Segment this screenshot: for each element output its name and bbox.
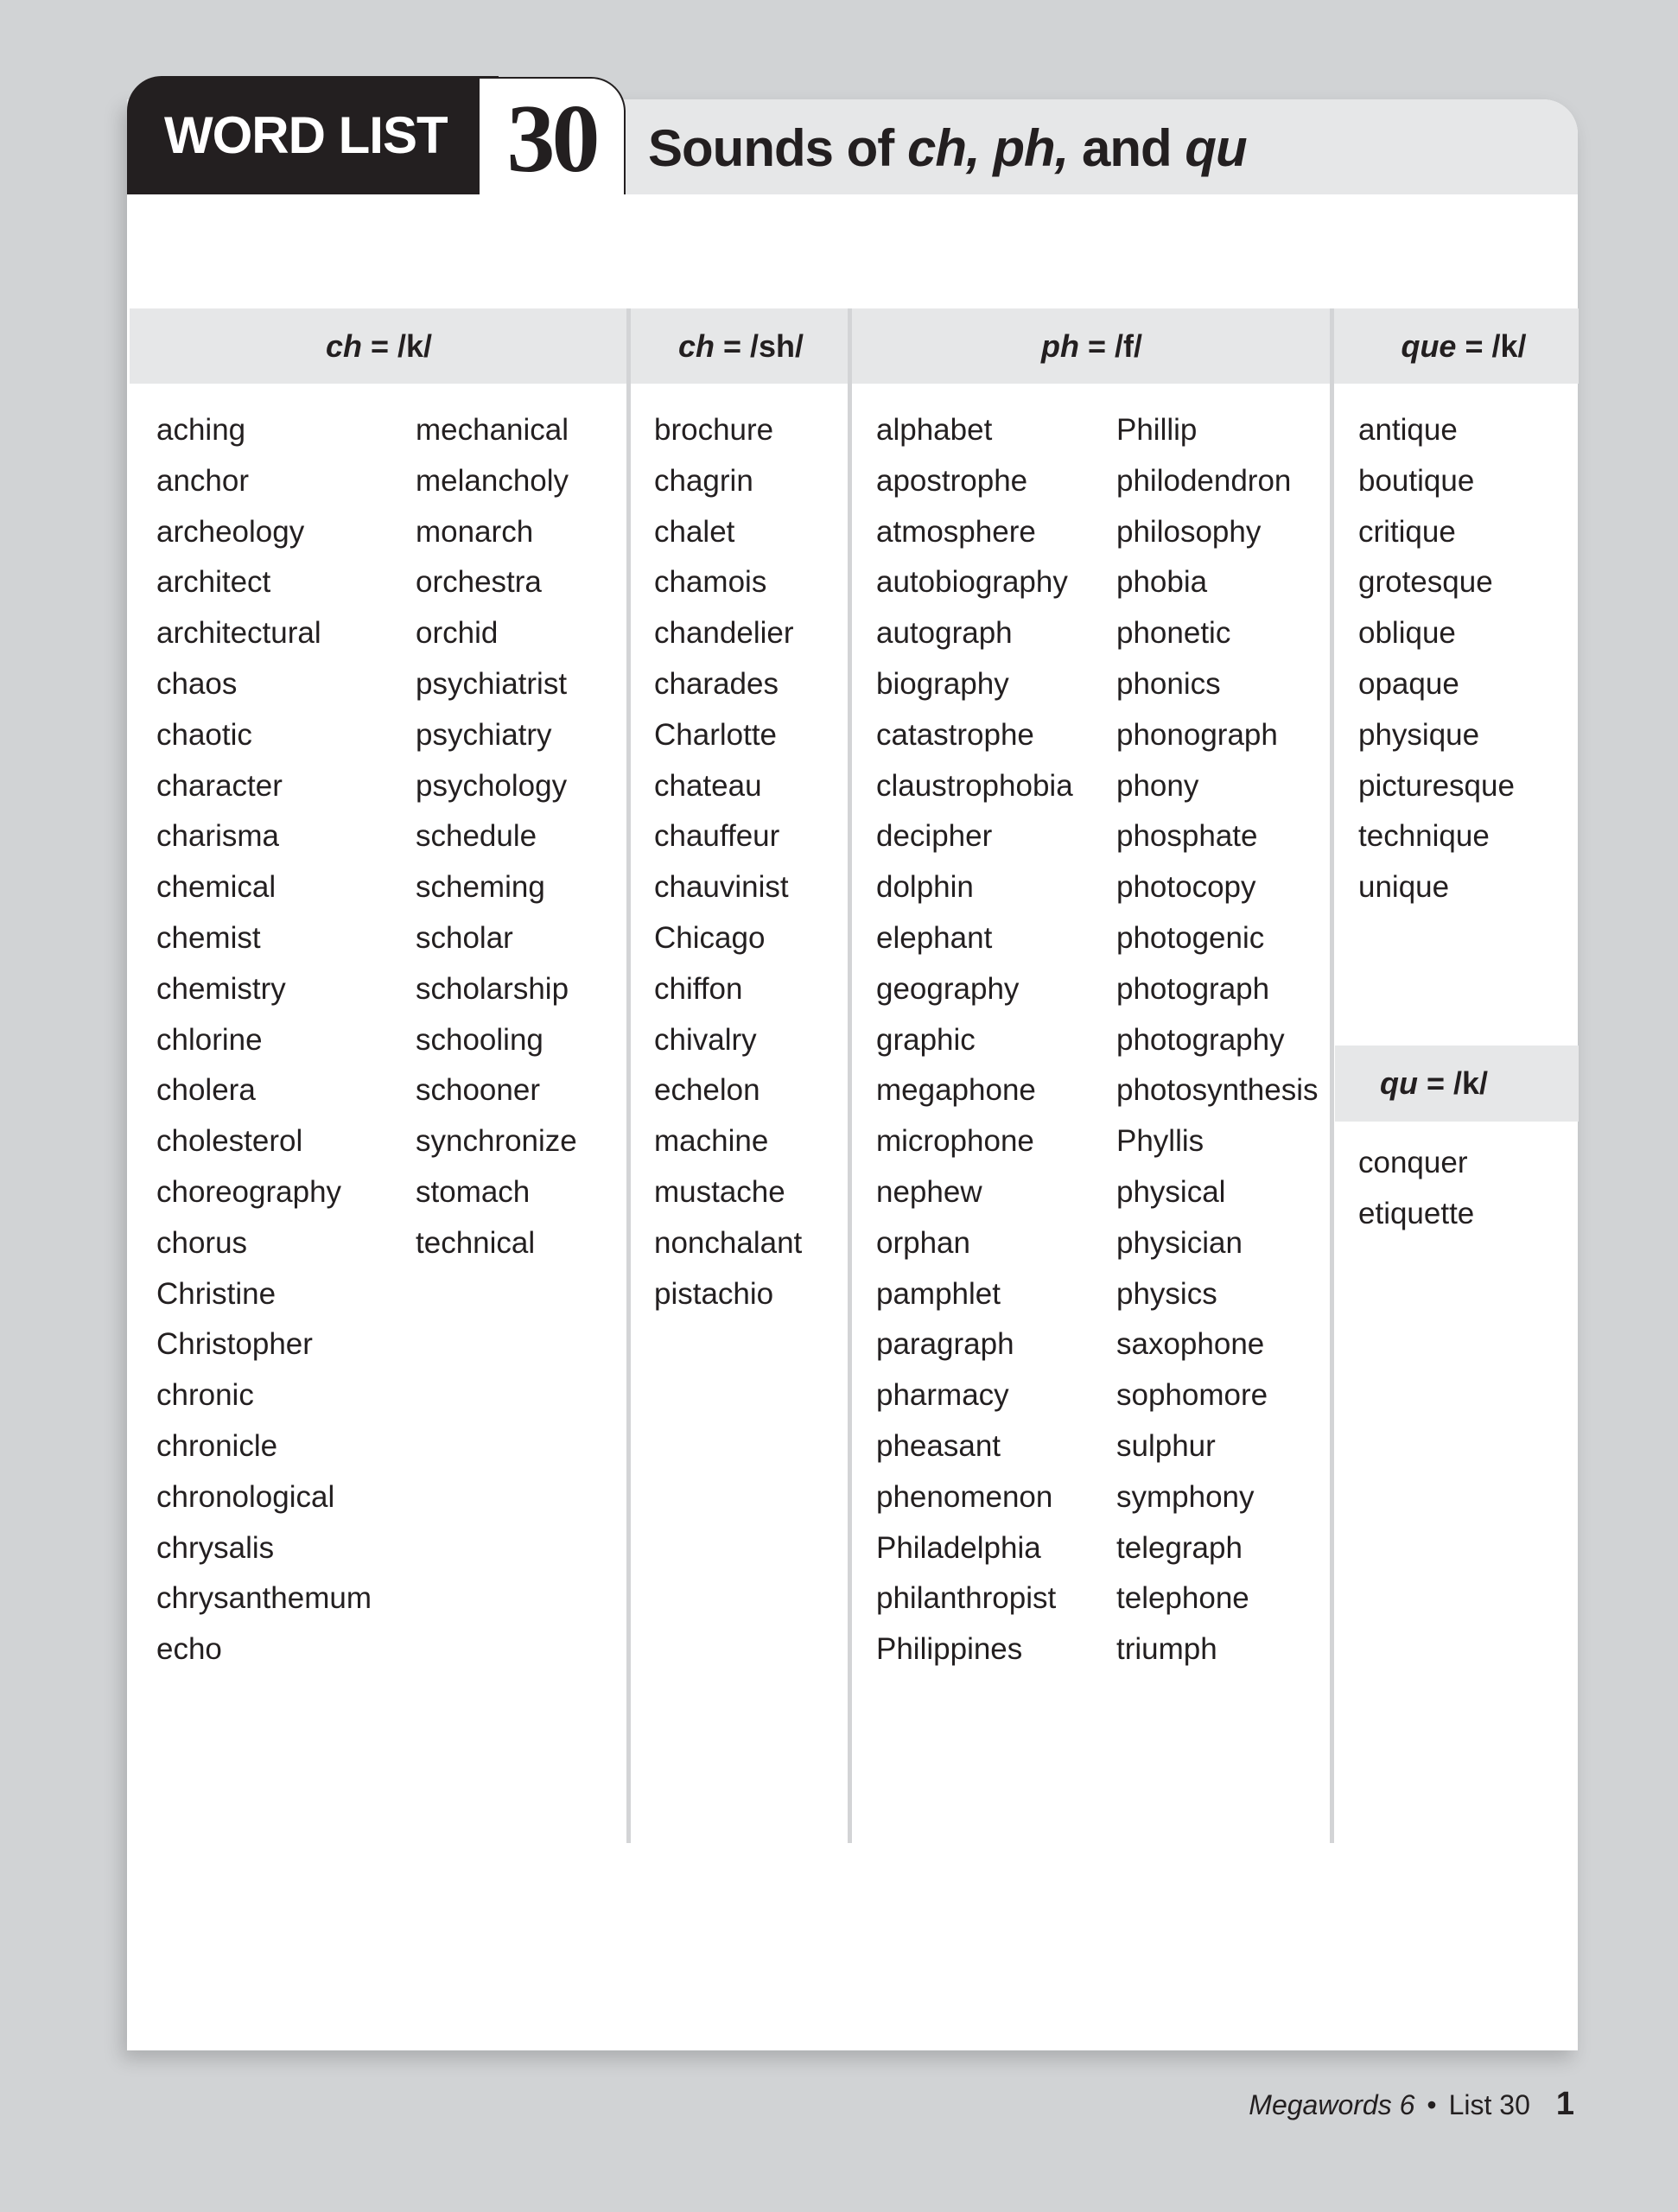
word-item: claustrophobia xyxy=(876,768,1073,803)
word-item: biography xyxy=(876,666,1009,701)
word-item: telephone xyxy=(1116,1581,1249,1616)
header-que-k-italic: que xyxy=(1401,328,1457,364)
word-item: brochure xyxy=(654,413,774,447)
word-item: philosophy xyxy=(1116,514,1262,549)
header-ph-f-italic: ph xyxy=(1040,328,1079,364)
word-item: megaphone xyxy=(876,1073,1036,1108)
word-item: Christine xyxy=(156,1276,276,1311)
footer-book-title: Megawords 6 xyxy=(1249,2089,1415,2120)
word-item: orchestra xyxy=(416,565,542,600)
word-item: phobia xyxy=(1116,565,1208,600)
word-item: antique xyxy=(1358,413,1458,447)
word-item: chemical xyxy=(156,870,276,905)
word-item: archeology xyxy=(156,514,305,549)
word-list-ch-k-left xyxy=(156,405,372,1675)
word-item: geography xyxy=(876,971,1020,1006)
header-qu-k-italic: qu xyxy=(1380,1065,1418,1101)
word-item: symphony xyxy=(1116,1479,1255,1514)
word-item: photosynthesis xyxy=(1116,1073,1319,1108)
word-item: catastrophe xyxy=(876,717,1034,752)
word-item: stomach xyxy=(416,1174,531,1209)
word-item: psychiatry xyxy=(416,717,552,752)
title-qu: qu xyxy=(1185,119,1247,177)
word-item: psychiatrist xyxy=(416,666,568,701)
word-item: chronicle xyxy=(156,1428,278,1463)
word-item: phonics xyxy=(1116,666,1221,701)
word-item: alphabet xyxy=(876,413,993,447)
word-item: boutique xyxy=(1358,463,1475,498)
word-item: pistachio xyxy=(654,1276,774,1311)
word-item: sophomore xyxy=(1116,1378,1268,1413)
word-item: Philippines xyxy=(876,1632,1023,1667)
word-item: autobiography xyxy=(876,565,1068,600)
word-item: cholesterol xyxy=(156,1124,303,1159)
word-item: atmosphere xyxy=(876,514,1036,549)
word-item: oblique xyxy=(1358,616,1456,651)
word-item: decipher xyxy=(876,819,993,854)
word-list-ch-k-right xyxy=(416,405,577,1269)
word-list-label: WORD LIST xyxy=(164,106,448,164)
word-item: chamois xyxy=(654,565,767,600)
footer-list: List 30 xyxy=(1448,2089,1530,2120)
word-item: sulphur xyxy=(1116,1428,1216,1463)
word-item: etiquette xyxy=(1358,1196,1475,1230)
footer-separator: • xyxy=(1427,2089,1437,2120)
word-item: scholarship xyxy=(416,971,569,1006)
word-item: chalet xyxy=(654,514,735,549)
word-item: chauffeur xyxy=(654,819,780,854)
word-item: mustache xyxy=(654,1174,785,1209)
word-item: physical xyxy=(1116,1174,1226,1209)
list-number: 30 xyxy=(478,77,626,194)
word-item: chivalry xyxy=(654,1022,757,1057)
word-item: photogenic xyxy=(1116,920,1265,955)
word-item: chronological xyxy=(156,1479,335,1514)
word-item: Phillip xyxy=(1116,413,1198,447)
word-item: microphone xyxy=(876,1124,1034,1159)
word-item: architect xyxy=(156,565,271,600)
column-divider xyxy=(1330,308,1334,1843)
word-item: technical xyxy=(416,1225,536,1260)
word-item: saxophone xyxy=(1116,1327,1265,1362)
header-ch-k-rest: = /k/ xyxy=(361,328,433,364)
word-item: phosphate xyxy=(1116,819,1258,854)
word-item: Christopher xyxy=(156,1327,313,1362)
header-ch-sh-rest: = /sh/ xyxy=(714,328,804,364)
word-item: chronic xyxy=(156,1378,254,1413)
word-item: echo xyxy=(156,1632,222,1667)
word-item: conquer xyxy=(1358,1146,1468,1179)
word-item: chrysanthemum xyxy=(156,1581,372,1616)
word-item: chlorine xyxy=(156,1022,263,1057)
word-list-que-k xyxy=(1358,405,1515,913)
word-item: chaotic xyxy=(156,717,252,752)
word-item: dolphin xyxy=(876,870,974,905)
column-header-que-k xyxy=(1334,308,1593,384)
header-ph-f-rest: = /f/ xyxy=(1078,328,1142,364)
word-item: unique xyxy=(1358,870,1450,905)
title-space xyxy=(980,119,994,177)
word-item: phonetic xyxy=(1116,616,1231,651)
word-item: Chicago xyxy=(654,920,766,955)
word-item: pharmacy xyxy=(876,1378,1009,1413)
word-item: schooner xyxy=(416,1073,540,1108)
word-item: schooling xyxy=(416,1022,543,1057)
word-item: machine xyxy=(654,1124,769,1159)
word-item: graphic xyxy=(876,1022,976,1057)
word-item: orphan xyxy=(876,1225,970,1260)
word-item: nephew xyxy=(876,1174,982,1209)
word-item: chandelier xyxy=(654,616,794,651)
word-item: grotesque xyxy=(1358,565,1493,600)
word-item: Philadelphia xyxy=(876,1530,1041,1565)
word-item: chagrin xyxy=(654,463,753,498)
word-list-ch-sh xyxy=(654,405,802,1319)
word-item: chiffon xyxy=(654,971,743,1006)
header-ch-sh-italic: ch xyxy=(677,328,715,364)
word-item: photograph xyxy=(1116,971,1270,1006)
word-item: philanthropist xyxy=(876,1581,1057,1616)
word-item: pheasant xyxy=(876,1428,1001,1463)
word-item: charades xyxy=(654,666,779,701)
word-item: pamphlet xyxy=(876,1276,1001,1311)
word-item: phenomenon xyxy=(876,1479,1053,1514)
word-list-qu-k xyxy=(1358,1138,1474,1240)
word-list-ph-f-right xyxy=(1116,405,1318,1675)
word-item: phonograph xyxy=(1116,717,1278,752)
title-and: and xyxy=(1068,119,1185,177)
word-item: photography xyxy=(1116,1022,1285,1057)
page-number: 1 xyxy=(1555,2086,1574,2122)
word-item: scholar xyxy=(416,920,513,955)
word-item: anchor xyxy=(156,463,250,498)
word-item: synchronize xyxy=(416,1124,577,1159)
word-item: physician xyxy=(1116,1225,1243,1260)
word-item: philodendron xyxy=(1116,463,1292,498)
word-item: autograph xyxy=(876,616,1013,651)
page-footer xyxy=(1249,2082,1574,2126)
word-item: echelon xyxy=(654,1073,760,1108)
word-item: scheming xyxy=(416,870,545,905)
word-item: psychology xyxy=(416,768,568,803)
column-divider xyxy=(848,308,852,1843)
word-item: Phyllis xyxy=(1116,1124,1204,1159)
word-item: opaque xyxy=(1358,666,1459,701)
word-item: nonchalant xyxy=(654,1225,803,1260)
word-item: cholera xyxy=(156,1073,256,1108)
word-item: physique xyxy=(1358,717,1480,752)
word-item: melancholy xyxy=(416,463,569,498)
column-header-ph-f xyxy=(854,308,1330,384)
word-item: aching xyxy=(156,413,246,447)
word-item: architectural xyxy=(156,616,321,651)
word-list-ph-f-left xyxy=(876,405,1073,1675)
word-item: chrysalis xyxy=(156,1530,275,1565)
word-item: choreography xyxy=(156,1174,342,1209)
word-item: critique xyxy=(1358,514,1456,549)
word-item: telegraph xyxy=(1116,1530,1243,1565)
header-que-k-rest: = /k/ xyxy=(1456,328,1527,364)
title-prefix: Sounds of xyxy=(648,119,907,177)
page-title xyxy=(648,99,1247,194)
word-item: triumph xyxy=(1116,1632,1217,1667)
column-header-ch-k xyxy=(130,308,628,384)
header-ch-k-italic: ch xyxy=(325,328,362,364)
word-item: physics xyxy=(1116,1276,1217,1311)
word-item: apostrophe xyxy=(876,463,1028,498)
word-item: schedule xyxy=(416,819,537,854)
word-item: monarch xyxy=(416,514,534,549)
header-qu-k-rest: = /k/ xyxy=(1417,1065,1489,1101)
word-item: chemist xyxy=(156,920,261,955)
word-item: charisma xyxy=(156,819,279,854)
word-item: chemistry xyxy=(156,971,286,1006)
word-item: technique xyxy=(1358,819,1490,854)
word-item: chauvinist xyxy=(654,870,789,905)
word-item: elephant xyxy=(876,920,993,955)
column-header-ch-sh xyxy=(632,308,849,384)
word-item: chaos xyxy=(156,666,238,701)
word-item: paragraph xyxy=(876,1327,1014,1362)
column-divider xyxy=(626,308,631,1843)
word-item: phony xyxy=(1116,768,1199,803)
word-item: photocopy xyxy=(1116,870,1256,905)
word-item: chateau xyxy=(654,768,762,803)
column-header-qu-k xyxy=(1380,1046,1488,1122)
title-ph: ph, xyxy=(993,119,1069,177)
title-ch: ch, xyxy=(906,119,980,177)
word-item: Charlotte xyxy=(654,717,778,752)
word-item: mechanical xyxy=(416,413,569,447)
word-item: character xyxy=(156,768,283,803)
word-item: chorus xyxy=(156,1225,248,1260)
word-item: picturesque xyxy=(1358,768,1515,803)
word-item: orchid xyxy=(416,616,499,651)
